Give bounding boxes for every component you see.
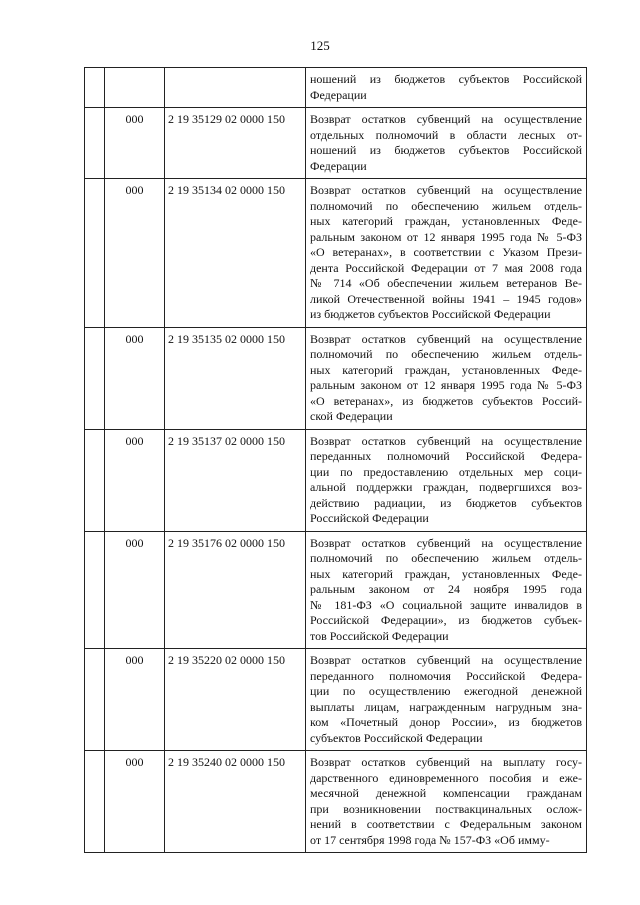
description-line: Возврат остатков субвенций на осуществление [310, 331, 582, 346]
description-cell [306, 531, 587, 649]
budget-code-cell: 2 19 35240 02 0000 150 [165, 751, 306, 853]
description-cell [306, 649, 587, 751]
budget-code-cell [165, 68, 306, 108]
description-line: ральным законом от 12 января 1995 года № 5-ФЗ [310, 378, 582, 392]
budget-code-cell: 2 19 35220 02 0000 150 [165, 649, 306, 751]
blank-cell [85, 649, 105, 751]
budget-code-cell: 2 19 35176 02 0000 150 [165, 531, 306, 649]
description-line: ликой Отечественной войны 1941 – 1945 годов» [310, 291, 582, 306]
description-line: № 714 «Об обеспечении жильем ветеранов Ве- [310, 276, 582, 290]
description-line: ком «Почетный донор России», из бюджетов [310, 715, 582, 729]
blank-cell [85, 108, 105, 179]
description-line: при возникновении поствакцинальных ослож- [310, 801, 582, 816]
description-line: Возврат остатков субвенций на осуществление [310, 112, 582, 126]
description-line: ральным законом от 24 ноября 1995 года [310, 582, 582, 596]
description-line: Российской Федерации», из бюджетов субъек- [310, 613, 582, 627]
description-line: месячной денежной компенсации гражданам [310, 786, 582, 800]
blank-cell [85, 179, 105, 328]
budget-classification-table [84, 67, 587, 853]
admin-code-cell: 000 [105, 179, 165, 328]
description-line: Федерации [310, 158, 367, 173]
description-line: ных категорий граждан, установленных Феде- [310, 566, 582, 581]
description-cell [306, 68, 587, 108]
description-line: дарственного единовременного пособия и еже- [310, 770, 582, 785]
page-number: 125 [310, 38, 330, 53]
description-line: действию радиации, из бюджетов субъектов [310, 495, 582, 510]
description-cell [306, 179, 587, 328]
description-line: «О ветеранах», в соответствии с Указом Прези- [310, 245, 582, 259]
description-cell [306, 751, 587, 853]
budget-code-cell: 2 19 35134 02 0000 150 [165, 179, 306, 328]
table-row [85, 649, 587, 751]
admin-code-cell: 000 [105, 531, 165, 649]
description-line: Возврат остатков субвенций на осуществление [310, 183, 582, 197]
blank-cell [85, 751, 105, 853]
budget-code-cell: 2 19 35135 02 0000 150 [165, 327, 306, 429]
description-line: ных категорий граждан, установленных Феде- [310, 362, 582, 377]
description-line: Российской Федерации [310, 511, 429, 525]
table-row [85, 327, 587, 429]
admin-code-cell [105, 68, 165, 108]
admin-code-cell: 000 [105, 429, 165, 531]
table-row [85, 108, 587, 179]
description-line: отдельных полномочий в области лесных от- [310, 127, 582, 142]
admin-code-cell: 000 [105, 327, 165, 429]
blank-cell [85, 429, 105, 531]
description-line: Возврат остатков субвенций на осуществление [310, 535, 582, 550]
description-line: тов Российской Федерации [310, 628, 449, 643]
description-line: полномочий по обеспечению жильем отдель- [310, 347, 582, 361]
table-row [85, 751, 587, 853]
table-row [85, 531, 587, 649]
description-line: ции по предоставлению отдельных мер соци- [310, 464, 582, 479]
description-line: дента Российской Федерации от 7 мая 2008 года [310, 260, 582, 275]
description-line: от 17 сентября 1998 года № 157-ФЗ «Об имму- [310, 832, 550, 847]
description-line: ской Федерации [310, 409, 393, 423]
admin-code-cell: 000 [105, 108, 165, 179]
description-line: полномочий по обеспечению жильем отдель- [310, 198, 582, 213]
budget-code-cell: 2 19 35129 02 0000 150 [165, 108, 306, 179]
description-line: альной поддержки граждан, подвергшихся воз- [310, 480, 582, 494]
description-line: выплаты лицам, награжденным нагрудным зна- [310, 699, 582, 714]
table-body [85, 68, 587, 853]
table-row [85, 429, 587, 531]
description-line: полномочий по обеспечению жильем отдель- [310, 551, 582, 565]
description-line: «О ветеранах», из бюджетов субъектов Россий- [310, 393, 582, 408]
description-line: ношений из бюджетов субъектов Российской [310, 72, 582, 86]
description-cell [306, 108, 587, 179]
description-line: субъектов Российской Федерации [310, 730, 483, 745]
blank-cell [85, 531, 105, 649]
description-cell [306, 327, 587, 429]
description-line: Возврат остатков субвенций на осуществление [310, 653, 582, 667]
blank-cell [85, 327, 105, 429]
table-row [85, 68, 587, 108]
description-line: переданного полномочия Российской Федера- [310, 668, 582, 683]
description-line: нений в соответствии с Федеральным законом [310, 817, 582, 831]
blank-cell [85, 68, 105, 108]
description-line: ральным законом от 12 января 1995 года № 5-ФЗ [310, 229, 582, 244]
description-line: ношений из бюджетов субъектов Российской [310, 143, 582, 157]
description-line: Возврат остатков субвенций на осуществление [310, 433, 582, 448]
description-line: переданных полномочий Российской Федера- [310, 449, 582, 463]
description-cell [306, 429, 587, 531]
description-line: из бюджетов субъектов Российской Федерации [310, 307, 551, 321]
description-line: ных категорий граждан, установленных Феде- [310, 214, 582, 228]
admin-code-cell: 000 [105, 751, 165, 853]
admin-code-cell: 000 [105, 649, 165, 751]
budget-code-cell: 2 19 35137 02 0000 150 [165, 429, 306, 531]
description-line: ции по осуществлению ежегодной денежной [310, 684, 582, 698]
table-row [85, 179, 587, 328]
description-line: Федерации [310, 87, 367, 102]
description-line: Возврат остатков субвенций на выплату госу- [310, 755, 582, 769]
description-line: № 181-ФЗ «О социальной защите инвалидов в [310, 597, 582, 612]
